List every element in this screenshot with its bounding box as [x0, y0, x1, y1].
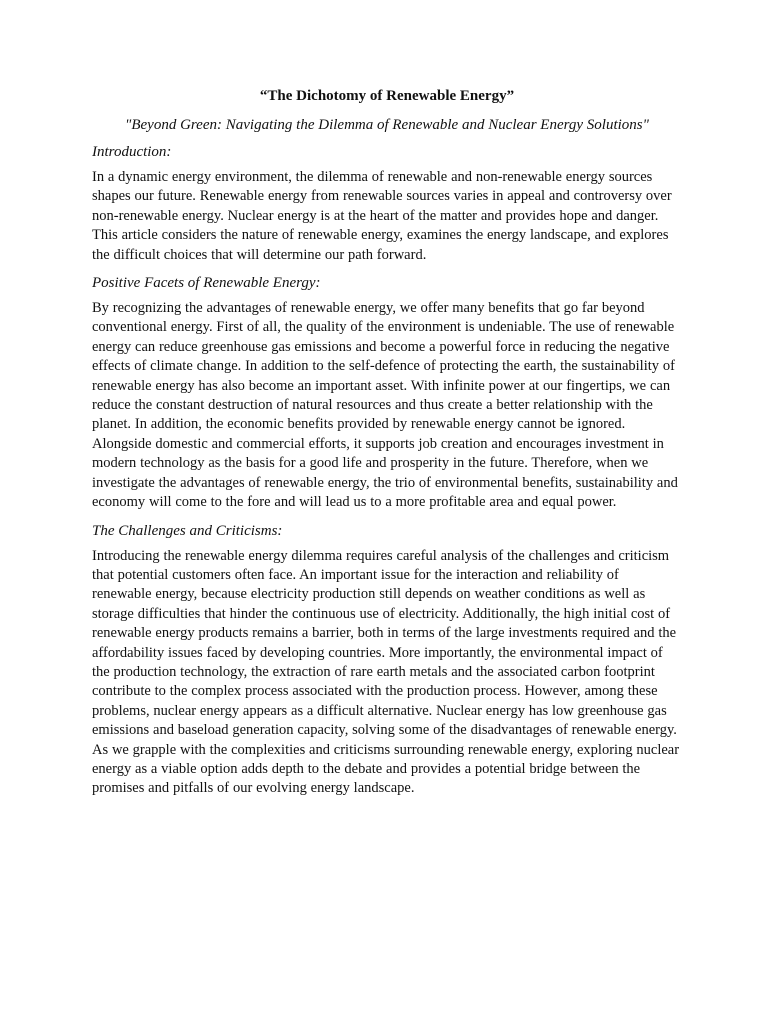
section-paragraph-positive-facets: By recognizing the advantages of renewable energy, we offer many benefits that go far beyond conventional energy. First of all, the quality of the environment is undeniable. The use of renewable energy can reduce greenhouse gas emissions and become a powerful force in reducing the negative effects of climate change. In addition to the self-defence of protecting the earth, the sustainability of renewable energy has also become an important asset. With infinite power at our fingertips, we can reduce the constant destruction of natural resources and thus create a better relationship with the planet. In addition, the economic benefits provided by renewable energy cannot be ignored. Alongside domestic and commercial efforts, it supports job creation and encourages investment in modern technology as the basis for a good life and prosperity in the future. Therefore, when we investigate the advantages of renewable energy, the trio of environmental benefits, sustainability and economy will come to the fore and will lead us to a more profitable area and equal power. [92, 300, 678, 511]
section-heading-introduction: Introduction: [92, 144, 172, 160]
document-title: “The Dichotomy of Renewable Energy” [259, 88, 515, 104]
document-page [92, 86, 682, 807]
section-heading-challenges: The Challenges and Criticisms: [92, 522, 283, 539]
section-paragraph-introduction: In a dynamic energy environment, the dilemma of renewable and non-renewable energy sources shapes our future. Renewable energy from renewable sources varies in appeal and controversy over non-renewable energy. Nuclear energy is at the heart of the matter and provides hope and danger. This article considers the nature of renewable energy, examines the energy landscape, and explores the difficult choices that will determine our path forward. [92, 169, 672, 263]
section-heading-positive-facets: Positive Facets of Renewable Energy: [92, 275, 321, 292]
section-paragraph-challenges: Introducing the renewable energy dilemma requires careful analysis of the challenges and criticism that potential customers often face. An important issue for the interaction and reliability of renewable energy, because electricity production still depends on weather conditions as well as storage difficulties that hinder the continuous use of electricity. Additionally, the high initial cost of renewable energy products remains a barrier, both in terms of the large investments required and the affordability issues faced by developing countries. More importantly, the environmental impact of the production technology, the extraction of rare earth metals and the associated carbon footprint contribute to the complex process associated with the production process. However, among these problems, nuclear energy appears as a difficult alternative. Nuclear energy has low greenhouse gas emissions and baseload generation capacity, solving some of the disadvantages of renewable energy. As we grapple with the complexities and criticisms surrounding renewable energy, exploring nuclear energy as a viable option adds depth to the debate and provides a potential bridge between the promises and pitfalls of our evolving energy landscape. [92, 547, 680, 797]
document-subtitle: "Beyond Green: Navigating the Dilemma of Renewable and Nuclear Energy Solutions" [125, 117, 649, 133]
